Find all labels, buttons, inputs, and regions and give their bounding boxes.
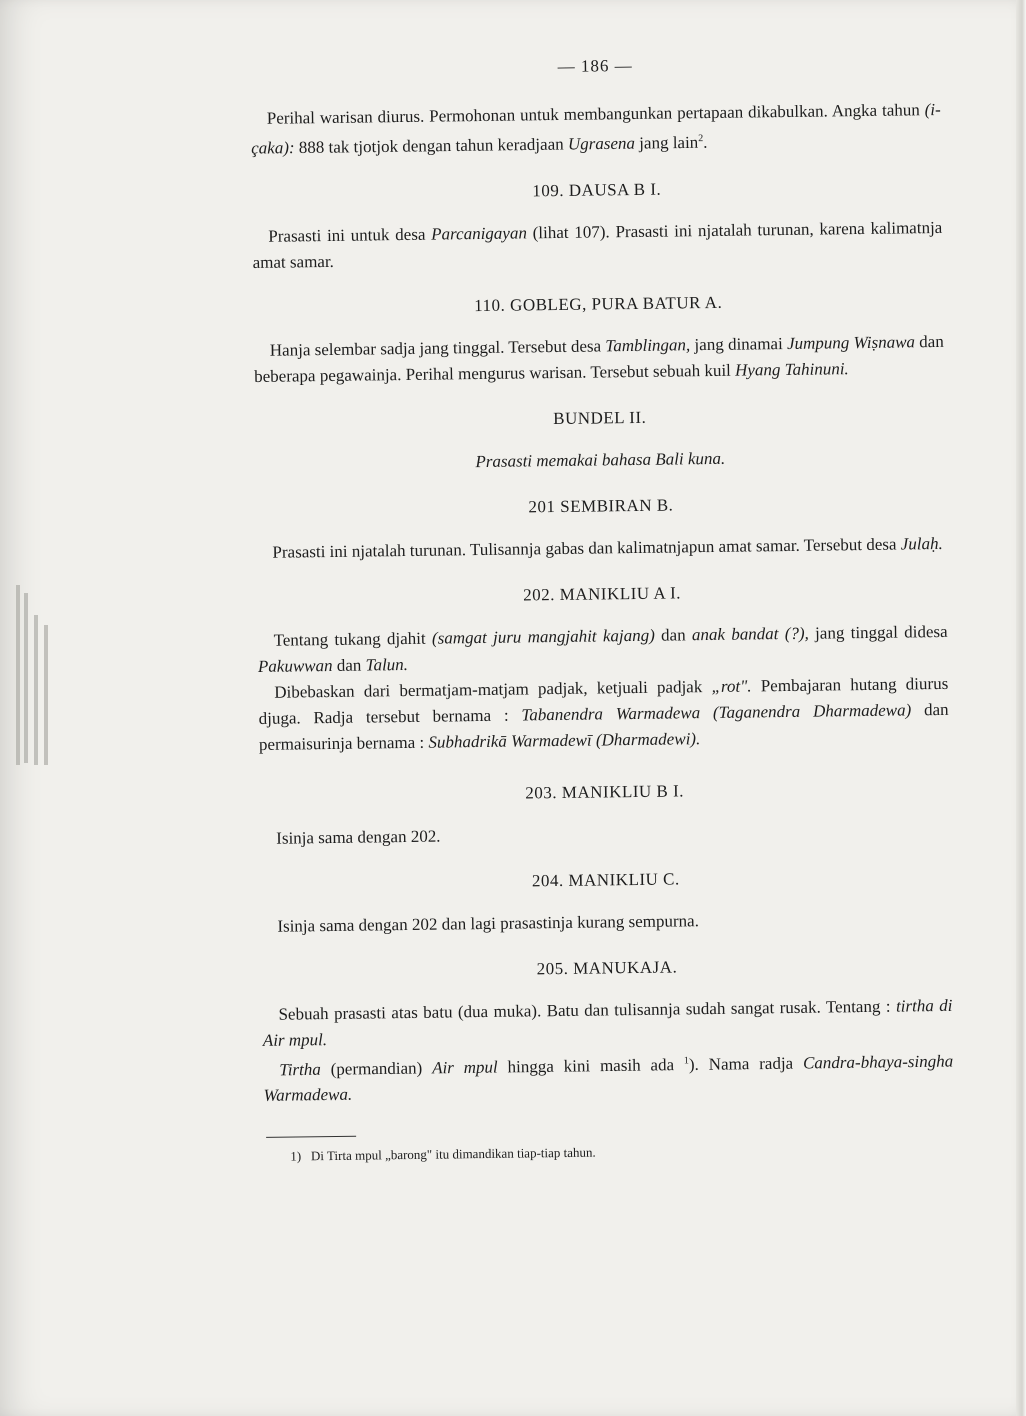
bundel-subtitle: Prasasti memakai bahasa Bali kuna. — [475, 448, 726, 471]
paragraph-205-2 — [263, 1045, 954, 1110]
text-202-12: Tabanendra Warmadewa (Taganendra Dharmadewa) — [521, 700, 912, 725]
text-205-4: (permandian) — [320, 1058, 433, 1079]
intro-text-4: Ugrasena — [567, 133, 636, 154]
heading-202: 202. MANIKLIU A I. — [523, 583, 682, 605]
text-202-9: Dibebaskan dari bermatjam-matjam padjak, ketjuali padjak — [274, 676, 712, 702]
text-205-3: Tirtha — [279, 1059, 321, 1080]
paragraph-202-2 — [258, 671, 949, 758]
footnote-text: Di Tirta mpul „barong" itu dimandikan tiap-tiap tahun. — [310, 1144, 596, 1164]
text-202-5: jang tinggal didesa — [808, 621, 948, 643]
text-109-2: Parcanigayan — [431, 223, 528, 244]
intro-text-2: (i-çaka): — [251, 99, 941, 158]
heading-109: 109. DAUSA B I. — [532, 179, 662, 200]
intro-paragraph — [251, 97, 942, 162]
text-202-8: Talun. — [365, 654, 409, 675]
text-205-5: Air mpul — [431, 1057, 498, 1078]
page-number: — 186 — — [557, 55, 633, 76]
heading-bundel: BUNDEL II. — [553, 407, 647, 428]
footnote-divider — [266, 1136, 356, 1138]
footnote — [290, 1135, 954, 1170]
text-205-6: hingga kini masih ada — [497, 1054, 685, 1077]
text-202-6: Pakuwwan — [257, 655, 333, 676]
intro-text-5: jang lain — [634, 132, 699, 153]
paragraph-205-1 — [262, 993, 953, 1054]
text-205-1: Sebuah prasasti atas batu (dua muka). Batu dan tulisannja sudah sangat rusak. Tentang : — [278, 996, 897, 1024]
text-202-4: anak bandat (?), — [691, 623, 809, 644]
page-right-edge — [1016, 0, 1026, 1416]
text-205-2: tirtha di Air mpul. — [262, 995, 953, 1050]
text-202-14: Subhadrikā Warmadewī (Dharmadewi). — [428, 728, 701, 752]
text-201-1: Prasasti ini njatalah turunan. Tulisannja gabas dan kalimatnjapun amat samar. Tersebut desa — [272, 534, 901, 562]
paragraph-110 — [254, 329, 945, 390]
paragraph-201 — [256, 531, 946, 566]
text-205-8: Candra-bhaya-singha Warmadewa. — [263, 1051, 954, 1106]
paragraph-109 — [252, 215, 943, 276]
text-202-2: (samgat juru mangjahit kajang) — [431, 625, 655, 648]
text-110-2: Tamblingan, — [605, 334, 691, 356]
text-110-4: Jumpung Wiṣnawa — [786, 331, 916, 353]
intro-footnote-ref: 2 — [698, 133, 704, 145]
text-110-5: dan beberapa pegawainja. Perihal mengurus warisan. Tersebut sebuah kuil — [254, 331, 944, 386]
footnote-ref-1: 1 — [683, 1054, 689, 1067]
heading-110: 110. GOBLEG, PURA BATUR A. — [474, 292, 723, 315]
page-content — [250, 49, 955, 1170]
heading-204: 204. MANIKLIU C. — [531, 869, 680, 891]
paragraph-204: Isinja sama dengan 202 dan lagi prasastinja kurang sempurna. — [277, 910, 700, 936]
footnote-marker: 1) — [290, 1148, 302, 1164]
text-110-1: Hanja selembar sadja jang tinggal. Tersebut desa — [269, 336, 606, 360]
text-202-11: Pembajaran hutang diurus djuga. Radja tersebut bernama : — [258, 673, 949, 728]
heading-201: 201 SEMBIRAN B. — [528, 495, 674, 517]
intro-text-1: Perihal warisan diurus. Permohonan untuk membangunkan pertapaan dikabulkan. Angka tahun — [266, 100, 925, 128]
paragraph-203: Isinja sama dengan 202. — [276, 826, 441, 848]
text-202-13: dan permaisurinja bernama : — [258, 699, 949, 754]
intro-text-3: 888 tak tjotjok dengan tahun keradjaan — [294, 134, 569, 158]
text-202-3: dan — [654, 624, 693, 645]
text-202-7: dan — [332, 655, 366, 675]
heading-205: 205. MANUKAJA. — [536, 957, 678, 978]
heading-203: 203. MANIKLIU B I. — [525, 781, 685, 803]
text-109-3: (lihat 107). Prasasti ini njatalah turunan, karena kalimatnja amat samar. — [252, 217, 943, 272]
text-109-1: Prasasti ini untuk desa — [268, 224, 432, 246]
text-205-7: ). Nama radja — [688, 1053, 804, 1074]
text-202-1: Tentang tukang djahit — [273, 628, 433, 650]
text-110-6: Hyang Tahinuni. — [734, 358, 849, 380]
text-201-2: Julaḥ. — [900, 533, 943, 554]
paragraph-202-1 — [257, 619, 948, 680]
intro-text-6: . — [703, 132, 708, 152]
book-spine-bleed — [12, 585, 60, 780]
text-110-3: jang dinamai — [690, 333, 788, 354]
text-202-10: „rot". — [711, 676, 752, 696]
